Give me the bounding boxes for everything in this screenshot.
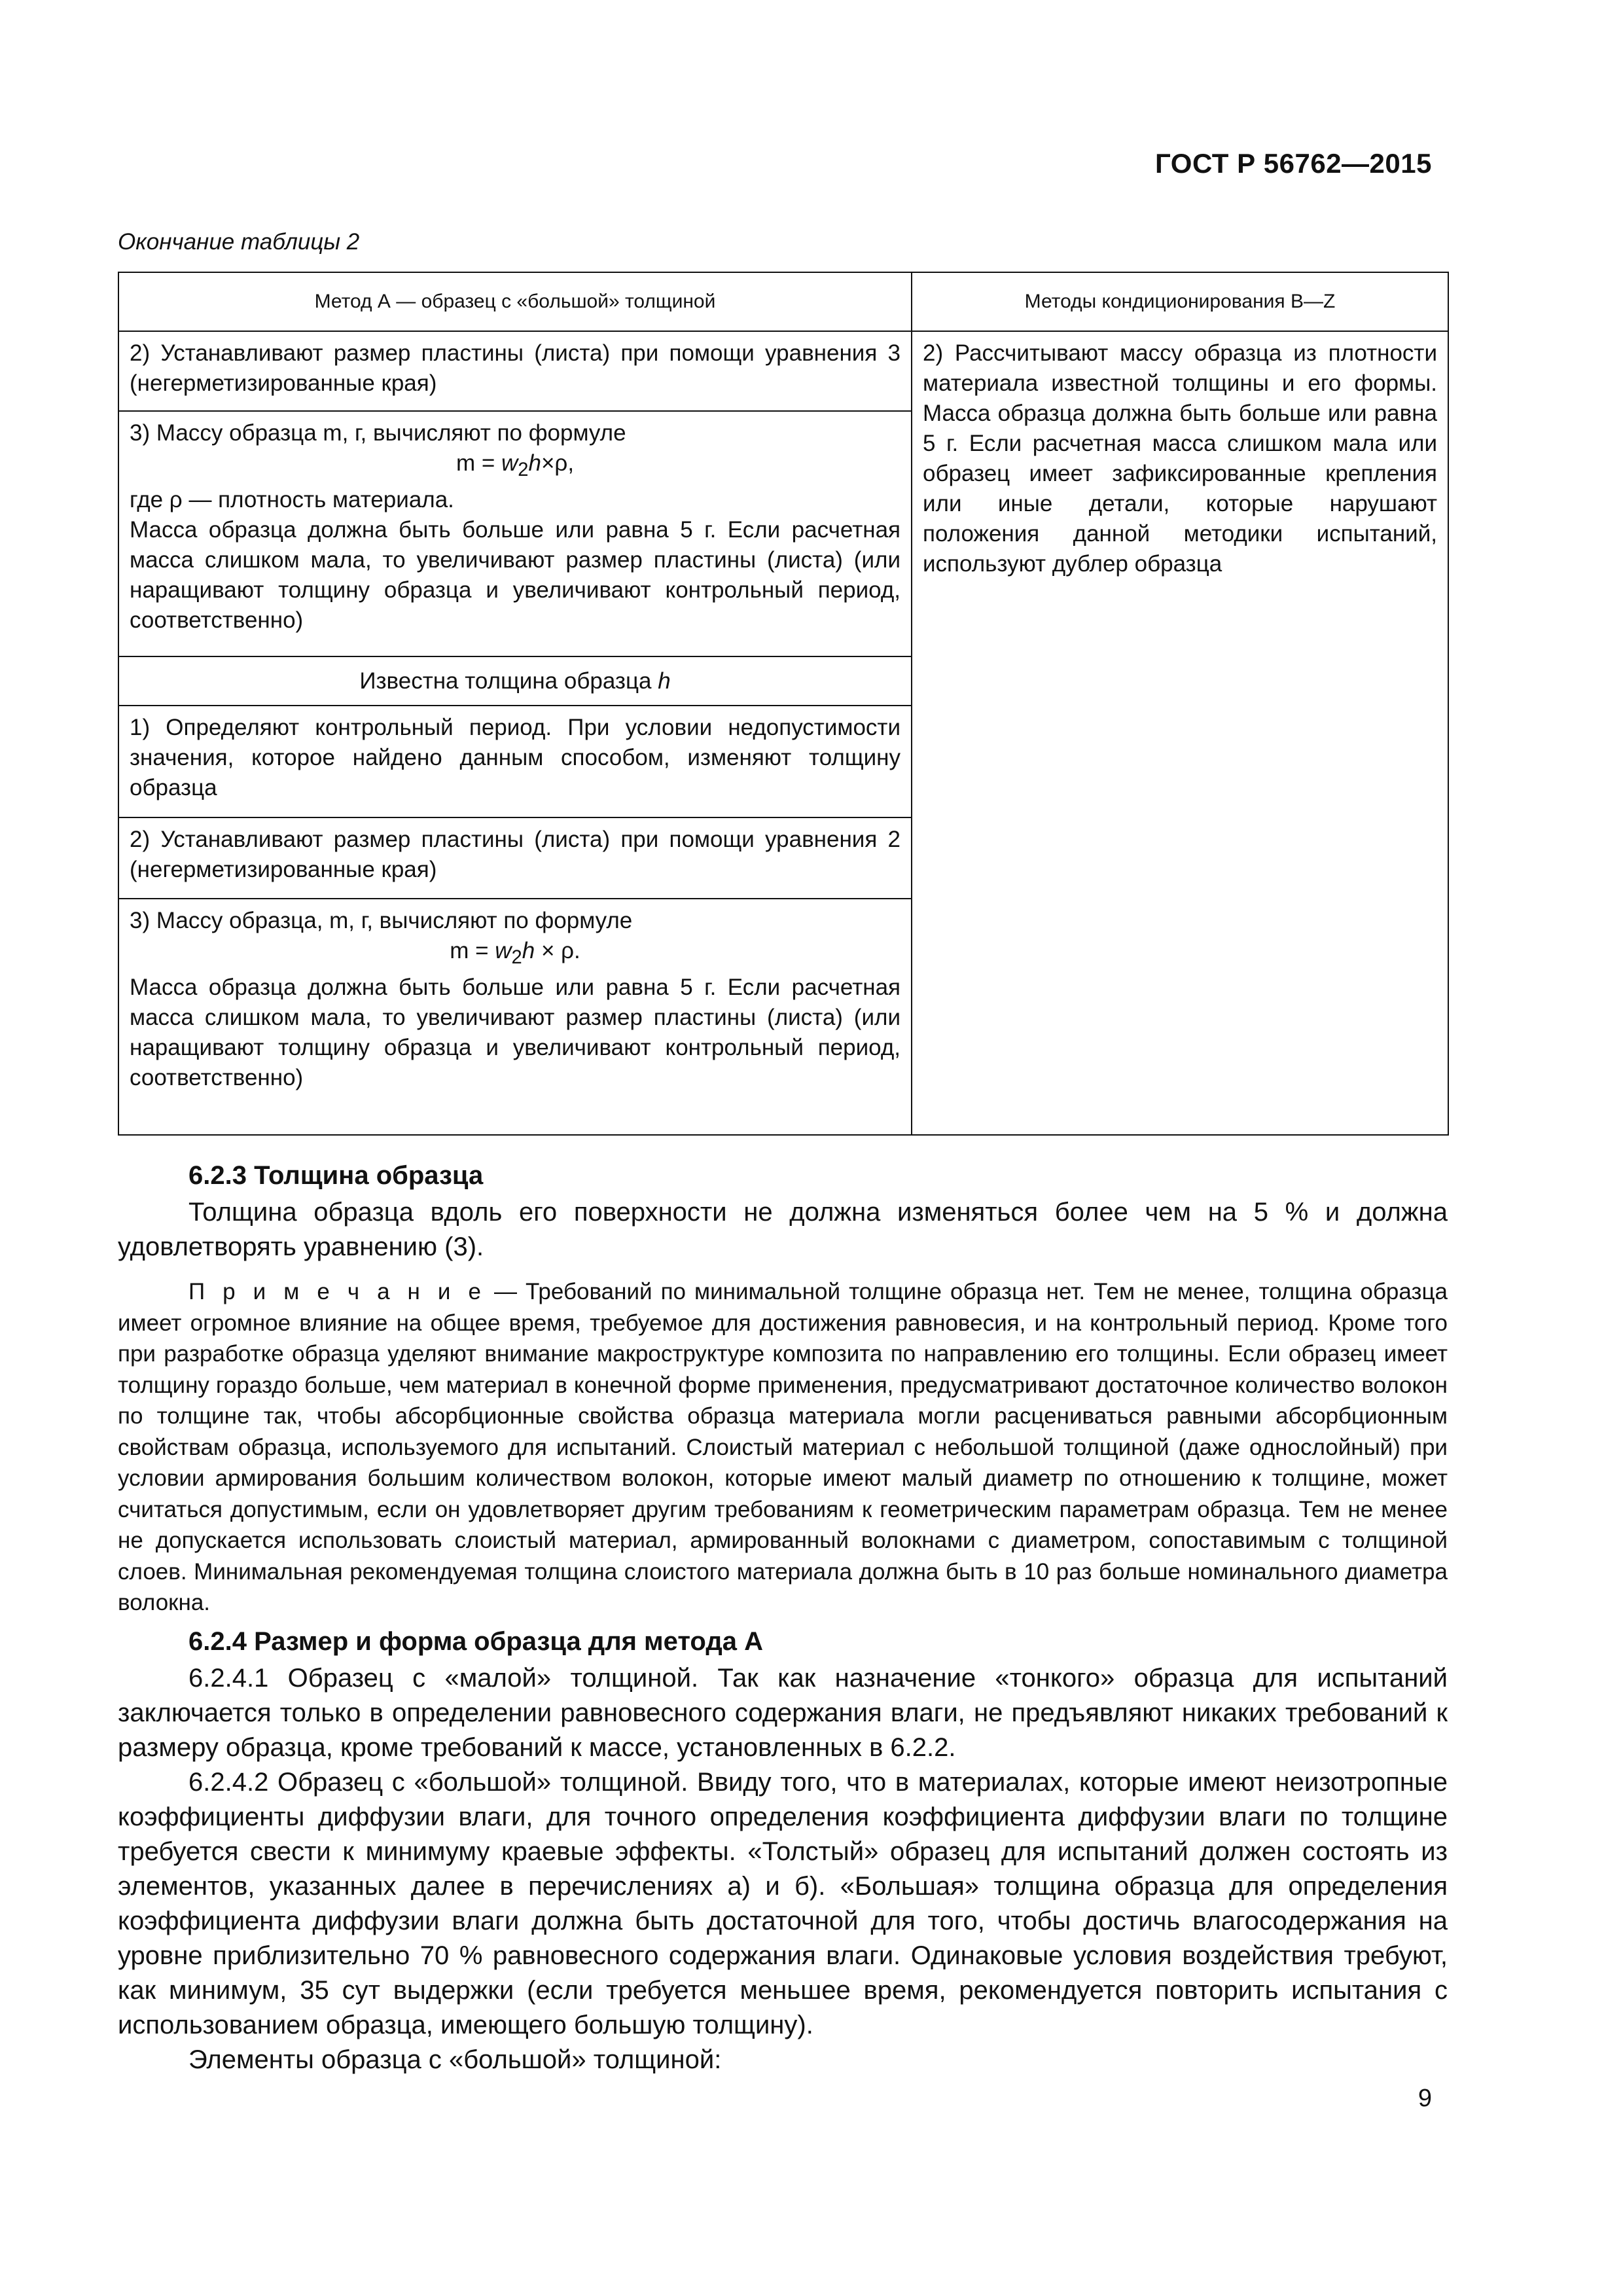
paragraph-6-2-4-2: 6.2.4.2 Образец с «большой» толщиной. Ввиду того, что в материалах, которые имеют неизотропные коэффициенты диффузии влаги, для точного определения коэффициента диффузии влаги по толщине требуется свести к минимуму краевые эффекты. «Толстый» образец для испытаний должен состоять из элементов, указанных далее в перечислениях а) и б). «Большая» толщина образца для определения коэффициента диффузии влаги должна быть достаточной для того, чтобы достичь влагосодержания на уровне приблизительно 70 % равновесного содержания влаги. Одинаковые условия воздействия требуют, как минимум, 35 сут выдержки (если требуется меньшее время, рекомендуется повторить испытания с использованием образца, имеющего большую толщину). [118, 1768, 1448, 2039]
page-number: 9 [1418, 2085, 1432, 2112]
mass-formula: $m = w_2h \times \rho$. [450, 938, 580, 968]
formula-where-text: где ρ — плотность материала. [130, 487, 454, 512]
table-cell-set-plate-size-eq2: 2) Устанавливают размер пластины (листа) при помощи уравнения 2 (негерметизированные края) [118, 817, 912, 899]
mass-formula: $m = w_2h\times\rho$, [455, 450, 575, 480]
section-6-2-4-text [118, 1661, 1448, 2077]
paragraph-elements-intro: Элементы образца с «большой» толщиной: [188, 2045, 722, 2074]
section-heading-6-2-3: 6.2.3 Толщина образца [188, 1161, 484, 1190]
table-cell-mass-formula-1 [118, 411, 912, 656]
table-cell-conditioning-methods: 2) Рассчитывают массу образца из плотности материала известной толщины и его формы. Масса образца должна быть больше или равна 5 г. Если расчетная масса слишком мала или образец имеет зафиксированные крепления или иные детали, которые нарушают положения данной методики испытаний, используют дублер образца [912, 331, 1448, 1135]
mass-formula-intro: 3) Массу образца m, г, вычисляют по формуле [130, 420, 626, 446]
column-header-conditioning-methods: Методы кондиционирования В—Z [912, 272, 1448, 331]
note-block [118, 1276, 1448, 1619]
section-heading-6-2-4: 6.2.4 Размер и форма образца для метода А [188, 1627, 763, 1656]
note-text: — Требований по минимальной толщине образца нет. Тем не менее, толщина образца имеет огромное влияние на общее время, требуемое для достижения равновесия, и на контрольный период. Кроме того при разработке образца уделяют внимание макроструктуре композита по направлению его толщины. Если образец имеет толщину гораздо больше, чем материал в конечной форме применения, предусматривают достаточное количество волокон по толщине так, чтобы абсорбционные свойства образца материала могли расцениваться равными абсорбционным свойствам образца, используемого для испытаний. Слоистый материал с небольшой толщиной (даже однослойный) при условии армирования большим количеством волокон, которые имеют малый диаметр по отношению к толщине, может считаться допустимым, если он удовлетворяет другим требованиям к геометрическим параметрам образца. Тем не менее не допускается использовать слоистый материал, армированный волокнами с диаметром, сопоставимым с толщиной слоев. Минимальная рекомендуемая толщина слоистого материала должна быть в 10 раз больше номинального диаметра волокна. [118, 1279, 1448, 1615]
mass-formula-intro: 3) Массу образца, m, г, вычисляют по формуле [130, 908, 633, 933]
table-cell-control-period: 1) Определяют контрольный период. При условии недопустимости значения, которое найдено данным способом, изменяют толщину образца [118, 706, 912, 817]
paragraph: Толщина образца вдоль его поверхности не должна изменяться более чем на 5 % и должна удовлетворять уравнению (3). [118, 1198, 1448, 1261]
mass-requirement-text: Масса образца должна быть больше или равна 5 г. Если расчетная масса слишком мала, то увеличивают размер пластины (листа) (или наращивают толщину образца и увеличивают контрольный период, соответственно) [130, 517, 901, 633]
table-subheader-known-thickness: Известна толщина образца h [118, 656, 912, 706]
table-cell-set-plate-size-eq3: 2) Устанавливают размер пластины (листа) при помощи уравнения 3 (негерметизированные края) [118, 331, 912, 411]
table-caption: Окончание таблицы 2 [118, 229, 360, 255]
note-label: П р и м е ч а н и е [188, 1279, 486, 1304]
table-cell-mass-formula-2 [118, 899, 912, 1135]
column-header-method-a: Метод А — образец с «большой» толщиной [118, 272, 912, 331]
table-header-row [118, 272, 1448, 331]
section-6-2-3-text [118, 1195, 1448, 1265]
mass-requirement-text: Масса образца должна быть больше или равна 5 г. Если расчетная масса слишком мала, то увеличивают размер пластины (листа) (или наращивают толщину образца и увеличивают контрольный период, соответственно) [130, 975, 901, 1090]
methods-table [118, 272, 1449, 1136]
table-row [118, 331, 1448, 411]
paragraph-6-2-4-1: 6.2.4.1 Образец с «малой» толщиной. Так как назначение «тонкого» образца для испытаний заключается только в определении равновесного содержания влаги, не предъявляют никаких требований к размеру образца, кроме требований к массе, установленных в 6.2.2. [118, 1664, 1448, 1762]
document-code: ГОСТ Р 56762—2015 [1155, 148, 1432, 179]
